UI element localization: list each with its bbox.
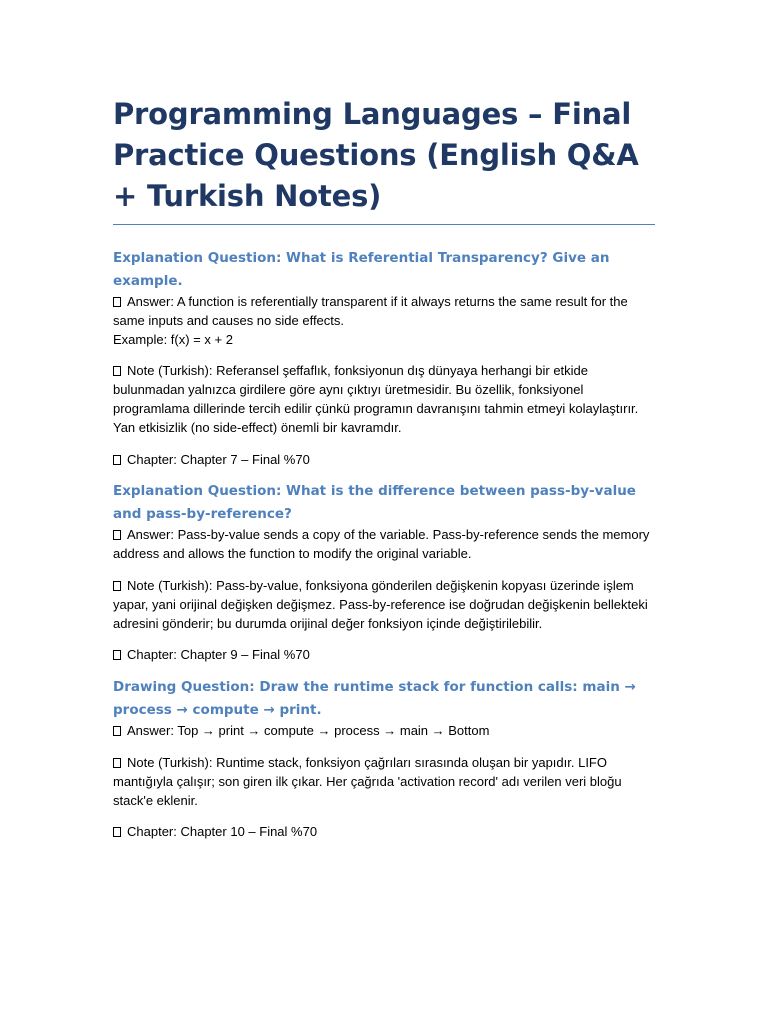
chapter-text: Chapter: Chapter 10 – Final %70: [127, 824, 318, 840]
chapter-text: Chapter: Chapter 7 – Final %70: [127, 451, 310, 467]
answer-example: Example: f(x) = x + 2: [113, 331, 233, 347]
question-heading: Drawing Question: Draw the runtime stack for function calls: main → process → compute → print.: [113, 679, 636, 719]
note-text: Note (Turkish): Runtime stack, fonksiyon çağrıları sırasında oluşan bir yapıdır. LIFO mantığıyla çalışır; son giren ilk çıkar. Her çağrıda 'activation record' adı verilen veri bloğu stack'e eklenir.: [113, 754, 622, 808]
checkbox-icon: [113, 650, 121, 660]
checkbox-icon: [113, 297, 121, 307]
chapter-paragraph: [113, 451, 655, 470]
answer-text: Answer: A function is referentially transparent if it always returns the same result for the same inputs and causes no side effects.: [113, 294, 628, 328]
document-page: [113, 94, 655, 842]
checkbox-icon: [113, 758, 121, 768]
chapter-text: Chapter: Chapter 9 – Final %70: [127, 647, 310, 663]
checkbox-icon: [113, 530, 121, 540]
question-section: [113, 480, 655, 665]
note-text: Note (Turkish): Referansel şeffaflık, fonksiyonun dış dünyaya herhangi bir etkide bulunmadan yalnızca girdilere göre aynı çıktıyı üretmesidir. Bu özellik, fonksiyonel programlama dillerinde tercih edilir çünkü programın davranışını tahmin etmeyi kolaylaştırır. Yan etkisizlik (no side-effect) önemli bir kavramdır.: [113, 363, 639, 435]
checkbox-icon: [113, 726, 121, 736]
chapter-paragraph: [113, 646, 655, 665]
note-paragraph: [113, 754, 655, 810]
question-section: [113, 247, 655, 469]
checkbox-icon: [113, 455, 121, 465]
checkbox-icon: [113, 827, 121, 837]
answer-text: Answer: Pass-by-value sends a copy of the variable. Pass-by-reference sends the memory address and allows the function to modify the original variable.: [113, 527, 650, 562]
note-text: Note (Turkish): Pass-by-value, fonksiyona gönderilen değişkenin kopyası üzerinde işlem yapar, yani orijinal değişken değişmez. Pass-by-reference ise doğrudan değişkenin bellekteki adresini gönderir; bu durumda orijinal değer fonksiyon içinde değiştirilebilir.: [113, 577, 648, 631]
checkbox-icon: [113, 581, 121, 591]
page-title: Programming Languages – Final Practice Questions (English Q&A + Turkish Notes): [113, 94, 655, 225]
chapter-paragraph: [113, 823, 655, 842]
note-paragraph: [113, 577, 655, 633]
question-heading: Explanation Question: What is Referential Transparency? Give an example.: [113, 250, 610, 289]
question-heading: Explanation Question: What is the difference between pass-by-value and pass-by-reference?: [113, 483, 636, 523]
note-paragraph: [113, 362, 655, 437]
answer-paragraph: [113, 293, 655, 349]
answer-text: Answer: Top → print → compute → process → main → Bottom: [127, 723, 490, 739]
answer-paragraph: [113, 526, 655, 564]
checkbox-icon: [113, 366, 121, 376]
answer-paragraph: [113, 722, 655, 741]
question-section: [113, 676, 655, 842]
